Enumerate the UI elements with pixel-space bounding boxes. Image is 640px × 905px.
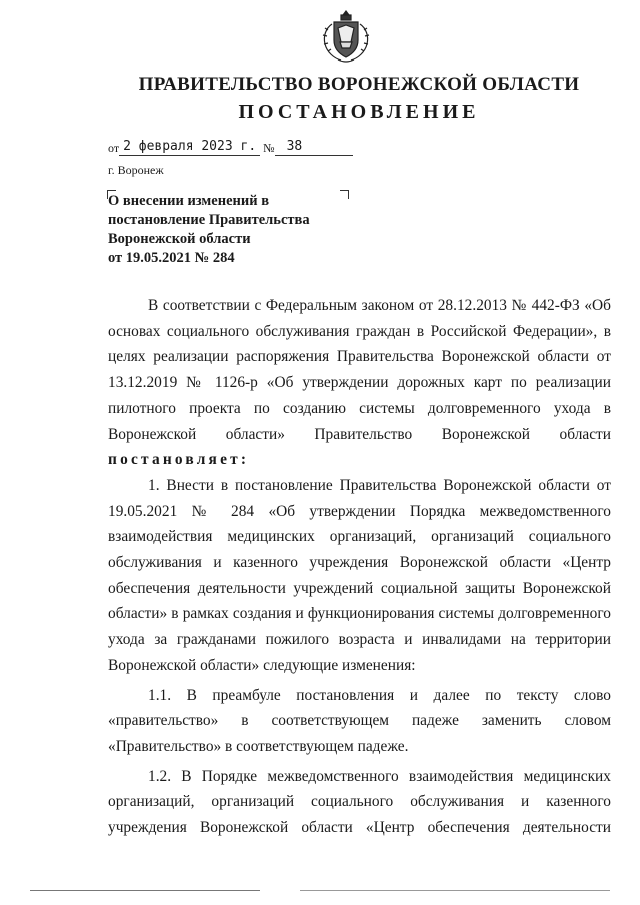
document-subject bbox=[108, 192, 348, 268]
document-number: 38 bbox=[275, 139, 353, 156]
decree-word: постановляет: bbox=[108, 451, 250, 469]
subject-line: Воронежской области bbox=[108, 231, 251, 247]
document-type-title: ПОСТАНОВЛЕНИЕ bbox=[238, 101, 480, 123]
organization-name: ПРАВИТЕЛЬСТВО ВОРОНЕЖСКОЙ ОБЛАСТИ bbox=[138, 74, 580, 95]
subject-line: от 19.05.2021 № 284 bbox=[108, 250, 235, 266]
preamble-paragraph: В соответствии с Федеральным законом от 28.12.2013 № 442-ФЗ «Об основах социального обслуживания граждан в Российской Федерации», в целях реализации распоряжения Правительства Воронежской области от 13.12.2019 № 1126-р «Об утверждении дорожных карт по реализации пилотного проекта по созданию системы долговременного ухода в Воронежской области» Правительство Воронежской области bbox=[108, 297, 611, 443]
item-1-1-paragraph: 1.1. В преамбуле постановления и далее по тексту слово «правительство» в соответствующем падеже заменить словом «Правительство» в соответствующем падеже. bbox=[108, 686, 611, 755]
item-1-2-paragraph: 1.2. В Порядке межведомственного взаимодействия медицинских организаций, организаций социального обслуживания и казенного учреждения Воронежской области «Центр обеспечения деятельности bbox=[108, 767, 611, 837]
date-number-line bbox=[108, 134, 353, 156]
subject-line: О внесении изменений в bbox=[108, 193, 270, 209]
number-label: № bbox=[263, 141, 275, 155]
city-name: г. Воронеж bbox=[108, 163, 164, 177]
footer-rule bbox=[30, 890, 260, 891]
document-date: 2 февраля 2023 г. bbox=[119, 139, 260, 156]
coat-of-arms-icon bbox=[318, 8, 374, 66]
subject-line: постановление Правительства bbox=[108, 212, 310, 228]
decree-paragraph bbox=[108, 447, 611, 473]
item-1-paragraph: 1. Внести в постановление Правительства Воронежской области от 19.05.2021 № 284 «Об утверждении Порядка межведомственного взаимодействия медицинских организаций, организаций социального обслуживания и казенного учреждения Воронежской области «Центр обеспечения деятельности учреждений социальной защиты Воронежской области» в рамках создания и функционирования системы долговременного ухода за гражданами пожилого возраста и инвалидами на территории Воронежской области» следующие изменения: bbox=[108, 476, 611, 674]
from-label: от bbox=[108, 141, 120, 155]
footer-rule bbox=[300, 890, 610, 891]
document-body bbox=[108, 293, 611, 841]
